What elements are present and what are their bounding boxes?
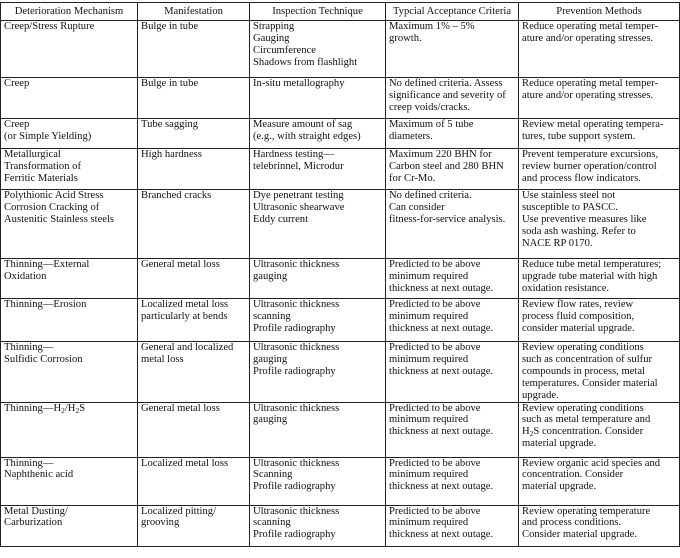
cell-line: Hardness testing— bbox=[253, 149, 334, 160]
cell-line: and process flow indicators. bbox=[522, 172, 641, 184]
cell-line: ature and/or operating stresses. bbox=[522, 89, 654, 101]
cell-line: General and localized bbox=[141, 342, 234, 353]
cell-line: Maximum of 5 tube bbox=[389, 119, 474, 130]
cell-line: Ultrasonic thickness bbox=[253, 259, 340, 270]
cell-line: General metal loss bbox=[141, 259, 220, 270]
cell-line: Thinning— bbox=[4, 342, 54, 353]
cell-line: grooving bbox=[141, 517, 180, 529]
cell-manifestation bbox=[138, 78, 250, 119]
cell-criteria bbox=[386, 149, 519, 190]
cell-line: Thinning— bbox=[4, 457, 54, 469]
cell-line: fitness-for-service analysis. bbox=[389, 213, 506, 225]
cell-line: Bulge in tube bbox=[141, 21, 199, 32]
cell-prevention bbox=[519, 259, 680, 299]
cell-criteria bbox=[386, 505, 519, 546]
cell-manifestation bbox=[138, 342, 250, 403]
cell-line: Scanning bbox=[253, 469, 293, 481]
cell-technique bbox=[250, 21, 386, 78]
cell-mechanism bbox=[1, 190, 138, 259]
table-row bbox=[1, 21, 680, 78]
cell-line: Profile radiography bbox=[253, 322, 336, 334]
table-body bbox=[1, 21, 680, 547]
cell-criteria bbox=[386, 299, 519, 342]
cell-line: ature and/or operating stresses. bbox=[522, 32, 654, 44]
cell-prevention bbox=[519, 299, 680, 342]
cell-technique bbox=[250, 342, 386, 403]
cell-line: review burner operation/control bbox=[522, 160, 657, 172]
cell-line: Dye penetrant testing bbox=[253, 190, 344, 201]
cell-line: (or Simple Yielding) bbox=[4, 130, 92, 142]
header-technique: Inspection Technique bbox=[250, 3, 386, 21]
cell-mechanism bbox=[1, 259, 138, 299]
cell-line: thickness at next outage. bbox=[389, 529, 494, 541]
cell-line: thickness at next outage. bbox=[389, 426, 494, 438]
cell-prevention bbox=[519, 402, 680, 457]
cell-line: minimum required bbox=[389, 469, 469, 481]
cell-line: and process conditions. bbox=[522, 517, 622, 529]
cell-line: Maximum 1% – 5% bbox=[389, 21, 475, 32]
cell-line: diameters. bbox=[389, 130, 433, 142]
cell-line: Profile radiography bbox=[253, 529, 336, 541]
cell-line: Reduce operating metal temper- bbox=[522, 21, 658, 32]
cell-line: Review operating conditions bbox=[522, 402, 644, 414]
cell-line: Austenitic Stainless steels bbox=[4, 213, 115, 225]
cell-line: Carburization bbox=[4, 517, 63, 529]
cell-line: metal loss bbox=[141, 353, 184, 365]
cell-line: Predicted to be above bbox=[389, 505, 481, 517]
cell-line: Localized pitting/ bbox=[141, 505, 217, 517]
cell-line: upgrade tube material with high bbox=[522, 270, 658, 282]
cell-line: Review metal operating tempera- bbox=[522, 119, 664, 130]
table-row bbox=[1, 299, 680, 342]
cell-line: Ultrasonic thickness bbox=[253, 505, 340, 517]
cell-line: Metal Dusting/ bbox=[4, 505, 68, 517]
cell-prevention bbox=[519, 21, 680, 78]
cell-technique bbox=[250, 78, 386, 119]
cell-line: Creep/Stress Rupture bbox=[4, 21, 95, 32]
cell-mechanism bbox=[1, 119, 138, 149]
cell-line: soda ash washing. Refer to bbox=[522, 225, 636, 237]
cell-line: Review operating temperature bbox=[522, 505, 651, 517]
cell-line: Strapping bbox=[253, 21, 295, 32]
cell-line: Predicted to be above bbox=[389, 402, 481, 414]
cell-criteria bbox=[386, 259, 519, 299]
cell-line: Predicted to be above bbox=[389, 457, 481, 469]
cell-technique bbox=[250, 402, 386, 457]
cell-line: Creep bbox=[4, 78, 30, 89]
cell-mechanism bbox=[1, 402, 138, 457]
cell-line: High hardness bbox=[141, 149, 202, 160]
cell-line: Ferritic Materials bbox=[4, 172, 78, 184]
table-row bbox=[1, 457, 680, 505]
cell-technique bbox=[250, 259, 386, 299]
cell-line: No defined criteria. bbox=[389, 190, 472, 201]
cell-line: Use preventive measures like bbox=[522, 213, 647, 225]
cell-line: Transformation of bbox=[4, 160, 81, 172]
cell-line: growth. bbox=[389, 32, 422, 44]
cell-line: Oxidation bbox=[4, 270, 47, 282]
cell-criteria bbox=[386, 457, 519, 505]
cell-line: scanning bbox=[253, 517, 291, 529]
header-manifestation: Manifestation bbox=[138, 3, 250, 21]
cell-line: oxidation resistance. bbox=[522, 282, 610, 294]
cell-line: creep voids/cracks. bbox=[389, 101, 471, 113]
cell-criteria bbox=[386, 402, 519, 457]
cell-line: compounds in process, metal bbox=[522, 365, 645, 377]
cell-line: for Cr-Mo. bbox=[389, 172, 436, 184]
cell-line: Measure amount of sag bbox=[253, 119, 353, 130]
cell-line: Review operating conditions bbox=[522, 342, 644, 353]
cell-line: Ultrasonic thickness bbox=[253, 299, 340, 310]
cell-line: Review flow rates, review bbox=[522, 299, 634, 310]
cell-line: Review organic acid species and bbox=[522, 457, 661, 469]
cell-line: $Thinning—H_2/H_2S$ bbox=[4, 402, 86, 415]
cell-line: Can consider bbox=[389, 201, 445, 213]
cell-line: consider material upgrade. bbox=[522, 322, 635, 334]
cell-criteria bbox=[386, 78, 519, 119]
cell-line: Reduce tube metal temperatures; bbox=[522, 259, 662, 270]
cell-line: Maximum 220 BHN for bbox=[389, 149, 492, 160]
table-row bbox=[1, 505, 680, 546]
table-row bbox=[1, 402, 680, 457]
cell-criteria bbox=[386, 119, 519, 149]
cell-line: Profile radiography bbox=[253, 481, 336, 493]
cell-manifestation bbox=[138, 457, 250, 505]
header-prevention: Prevention Methods bbox=[519, 3, 680, 21]
cell-line: such as concentration of sulfur bbox=[522, 353, 653, 365]
cell-line: Ultrasonic shearwave bbox=[253, 201, 345, 213]
cell-line: Eddy current bbox=[253, 213, 309, 225]
cell-line: minimum required bbox=[389, 270, 469, 282]
cell-line: tures, tube support system. bbox=[522, 130, 636, 142]
cell-line: Predicted to be above bbox=[389, 259, 481, 270]
cell-line: particularly at bends bbox=[141, 310, 228, 322]
cell-line: Sulfidic Corrosion bbox=[4, 353, 83, 365]
cell-line: significance and severity of bbox=[389, 89, 506, 101]
cell-line: scanning bbox=[253, 310, 291, 322]
cell-line: temperatures. Consider material bbox=[522, 377, 658, 389]
cell-line: Predicted to be above bbox=[389, 342, 481, 353]
cell-line: Tube sagging bbox=[141, 119, 198, 130]
cell-manifestation bbox=[138, 119, 250, 149]
cell-line: gauging bbox=[253, 270, 288, 282]
cell-line: thickness at next outage. bbox=[389, 481, 494, 493]
cell-prevention bbox=[519, 457, 680, 505]
cell-manifestation bbox=[138, 149, 250, 190]
deterioration-mechanisms-table bbox=[0, 2, 680, 547]
cell-line: telebrinnel, Microdur bbox=[253, 160, 344, 172]
cell-criteria bbox=[386, 21, 519, 78]
cell-prevention bbox=[519, 505, 680, 546]
cell-manifestation bbox=[138, 402, 250, 457]
cell-technique bbox=[250, 190, 386, 259]
cell-line: susceptible to PASCC. bbox=[522, 201, 618, 213]
cell-line: upgrade. bbox=[522, 389, 559, 401]
cell-line: material upgrade. bbox=[522, 481, 597, 493]
cell-mechanism bbox=[1, 457, 138, 505]
table-row bbox=[1, 78, 680, 119]
cell-line: minimum required bbox=[389, 517, 469, 529]
cell-mechanism bbox=[1, 78, 138, 119]
cell-line: gauging bbox=[253, 414, 288, 426]
cell-line: Use stainless steel not bbox=[522, 190, 616, 201]
cell-line: Polythionic Acid Stress bbox=[4, 190, 104, 201]
cell-line: Gauging bbox=[253, 32, 290, 44]
cell-mechanism bbox=[1, 21, 138, 78]
header-criteria: Typcial Acceptance Criteria bbox=[386, 3, 519, 21]
table-row bbox=[1, 190, 680, 259]
cell-line: material upgrade. bbox=[522, 438, 597, 450]
cell-line: Corrosion Cracking of bbox=[4, 201, 100, 213]
cell-manifestation bbox=[138, 259, 250, 299]
cell-criteria bbox=[386, 190, 519, 259]
cell-manifestation bbox=[138, 21, 250, 78]
cell-line: Consider material upgrade. bbox=[522, 529, 638, 541]
cell-line: minimum required bbox=[389, 353, 469, 365]
cell-prevention bbox=[519, 119, 680, 149]
cell-line: gauging bbox=[253, 353, 288, 365]
cell-technique bbox=[250, 505, 386, 546]
table-row bbox=[1, 259, 680, 299]
cell-line: Ultrasonic thickness bbox=[253, 402, 340, 414]
cell-technique bbox=[250, 149, 386, 190]
cell-manifestation bbox=[138, 505, 250, 546]
cell-line: Branched cracks bbox=[141, 190, 212, 201]
cell-line: Shadows from flashlight bbox=[253, 56, 358, 68]
header-mechanism: Deterioration Mechanism bbox=[1, 3, 138, 21]
cell-line: Carbon steel and 280 BHN bbox=[389, 160, 504, 172]
cell-line: thickness at next outage. bbox=[389, 322, 494, 334]
cell-line: such as metal temperature and bbox=[522, 414, 651, 426]
cell-mechanism bbox=[1, 342, 138, 403]
cell-line: Ultrasonic thickness bbox=[253, 342, 340, 353]
cell-line: In-situ metallography bbox=[253, 78, 345, 89]
cell-line: Metallurgical bbox=[4, 149, 61, 160]
cell-prevention bbox=[519, 342, 680, 403]
cell-line: process fluid composition, bbox=[522, 310, 635, 322]
cell-criteria bbox=[386, 342, 519, 403]
cell-line: Prevent temperature excursions, bbox=[522, 149, 659, 160]
cell-line: Reduce operating metal temper- bbox=[522, 78, 658, 89]
cell-line: concentration. Consider bbox=[522, 469, 624, 481]
table-header-row bbox=[1, 3, 680, 21]
cell-line: NACE RP 0170. bbox=[522, 237, 593, 249]
cell-line: Bulge in tube bbox=[141, 78, 199, 89]
cell-line: Circumference bbox=[253, 44, 316, 56]
cell-prevention bbox=[519, 190, 680, 259]
cell-line: thickness at next outage. bbox=[389, 365, 494, 377]
cell-technique bbox=[250, 299, 386, 342]
table-row bbox=[1, 149, 680, 190]
cell-line: thickness at next outage. bbox=[389, 282, 494, 294]
cell-manifestation bbox=[138, 299, 250, 342]
cell-line: minimum required bbox=[389, 414, 469, 426]
cell-line: Localized metal loss bbox=[141, 299, 229, 310]
cell-technique bbox=[250, 119, 386, 149]
cell-line: Creep bbox=[4, 119, 30, 130]
cell-mechanism bbox=[1, 505, 138, 546]
cell-line: $H_2S$ concentration. Consider bbox=[522, 426, 644, 439]
cell-line: Profile radiography bbox=[253, 365, 336, 377]
cell-mechanism bbox=[1, 299, 138, 342]
cell-line: Thinning—External bbox=[4, 259, 90, 270]
cell-line: Naphthenic acid bbox=[4, 469, 74, 481]
cell-technique bbox=[250, 457, 386, 505]
cell-line: Thinning—Erosion bbox=[4, 299, 87, 310]
cell-line: (e.g., with straight edges) bbox=[253, 130, 361, 142]
cell-line: Ultrasonic thickness bbox=[253, 457, 340, 469]
cell-line: minimum required bbox=[389, 310, 469, 322]
cell-prevention bbox=[519, 78, 680, 119]
cell-line: General metal loss bbox=[141, 402, 220, 414]
cell-manifestation bbox=[138, 190, 250, 259]
cell-prevention bbox=[519, 149, 680, 190]
table-row bbox=[1, 119, 680, 149]
cell-line: Predicted to be above bbox=[389, 299, 481, 310]
table-row bbox=[1, 342, 680, 403]
cell-mechanism bbox=[1, 149, 138, 190]
cell-line: No defined criteria. Assess bbox=[389, 78, 503, 89]
cell-line: Localized metal loss bbox=[141, 457, 229, 469]
